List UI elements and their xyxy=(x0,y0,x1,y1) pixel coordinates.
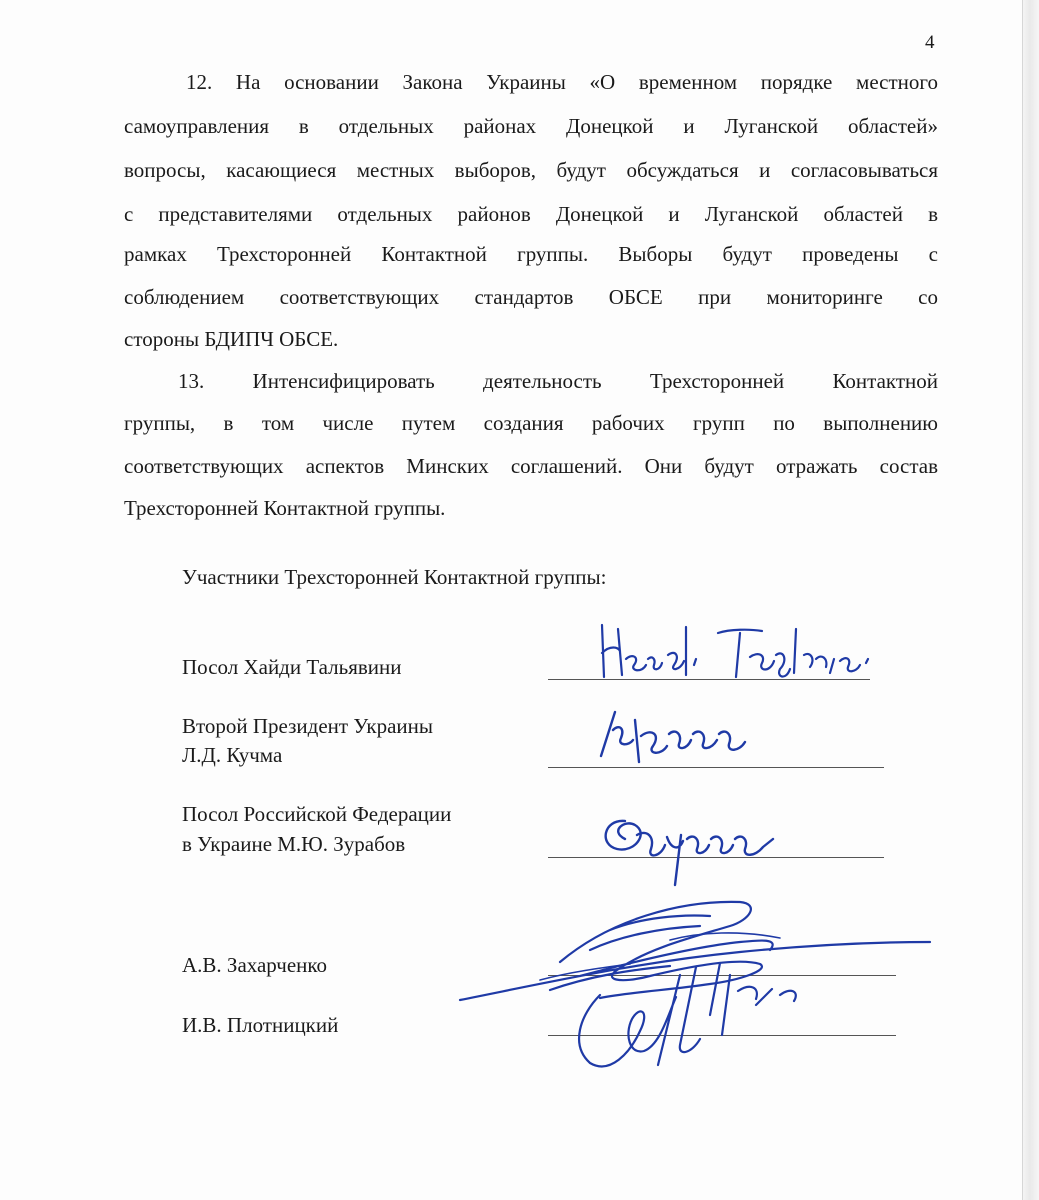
paragraph-line: соблюдением соответствующих стандартов ОБСЕ при мониторинге со xyxy=(124,285,938,309)
signatory-zurabov-name: в Украине М.Ю. Зурабов xyxy=(182,832,406,856)
page-number: 4 xyxy=(925,32,935,53)
signatory-zakharchenko-name: А.В. Захарченко xyxy=(182,953,328,977)
paragraph-line: рамках Трехсторонней Контактной группы. Выборы будут проведены с xyxy=(124,242,938,266)
signature-plotnitsky xyxy=(560,935,820,1085)
paragraph-line: вопросы, касающиеся местных выборов, будут обсуждаться и согласовываться xyxy=(124,158,938,182)
paragraph-line: с представителями отдельных районов Донецкой и Луганской областей в xyxy=(124,202,938,226)
signature-tagliavini xyxy=(590,615,890,695)
paper-edge xyxy=(1022,0,1039,1200)
signatory-zurabov-title: Посол Российской Федерации xyxy=(182,802,452,826)
signatory-kuchma-name: Л.Д. Кучма xyxy=(182,743,283,767)
paragraph-line: соответствующих аспектов Минских соглашений. Они будут отражать состав xyxy=(124,454,938,478)
signatory-tagliavini-name: Посол Хайди Тальявини xyxy=(182,655,402,679)
paragraph-line: группы, в том числе путем создания рабочих групп по выполнению xyxy=(124,411,938,435)
paragraph-line: 12. На основании Закона Украины «О временном порядке местного xyxy=(186,70,938,94)
signatory-plotnitsky-name: И.В. Плотницкий xyxy=(182,1013,339,1037)
paragraph-line: Трехсторонней Контактной группы. xyxy=(124,496,446,520)
paragraph-line: стороны БДИПЧ ОБСЕ. xyxy=(124,327,339,351)
signature-kuchma xyxy=(595,700,775,780)
paragraph-line: 13. Интенсифицировать деятельность Трехсторонней Контактной xyxy=(178,369,938,393)
participants-heading: Участники Трехсторонней Контактной группы: xyxy=(182,565,607,589)
signatory-kuchma-title: Второй Президент Украины xyxy=(182,714,433,738)
paragraph-line: самоуправления в отдельных районах Донецкой и Луганской областей» xyxy=(124,114,938,138)
